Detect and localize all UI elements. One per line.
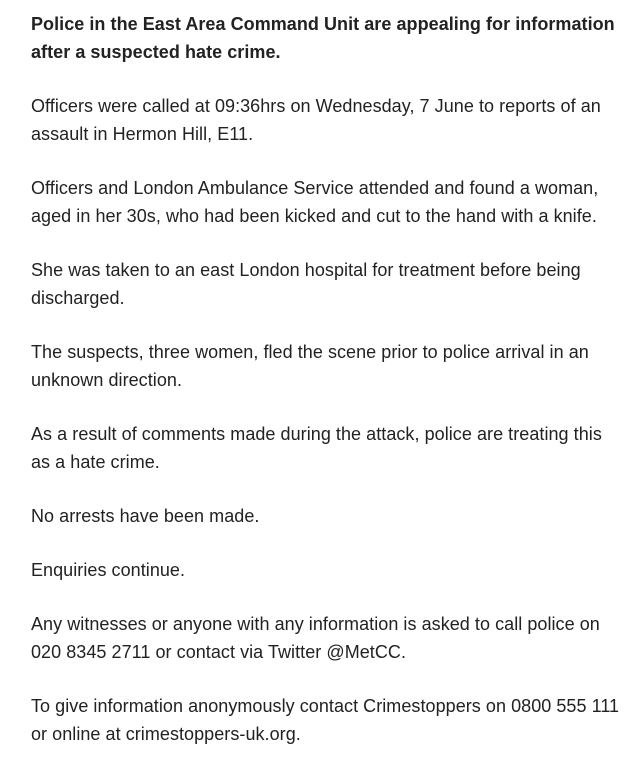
article-paragraph-arrests: No arrests have been made. (31, 506, 260, 526)
article-body (31, 10, 623, 774)
article-paragraph-hospital: She was taken to an east London hospital for treatment before being discharged. (31, 260, 581, 308)
article-lead: Police in the East Area Command Unit are appealing for information after a suspected hate crime. (31, 14, 615, 62)
article-paragraph-call-time: Officers were called at 09:36hrs on Wednesday, 7 June to reports of an assault in Hermon Hill, E11. (31, 96, 601, 144)
article-paragraph-crimestoppers: To give information anonymously contact Crimestoppers on 0800 555 111 or online at crimestoppers-uk.org. (31, 696, 620, 744)
article-paragraph-suspects: The suspects, three women, fled the scene prior to police arrival in an unknown direction. (31, 342, 589, 390)
article-paragraph-hate-crime: As a result of comments made during the attack, police are treating this as a hate crime. (31, 424, 602, 472)
article-paragraph-witness-appeal: Any witnesses or anyone with any information is asked to call police on 020 8345 2711 or contact via Twitter @MetCC. (31, 614, 600, 662)
article-paragraph-enquiries: Enquiries continue. (31, 560, 186, 580)
article-paragraph-victim: Officers and London Ambulance Service attended and found a woman, aged in her 30s, who had been kicked and cut to the hand with a knife. (31, 178, 599, 226)
